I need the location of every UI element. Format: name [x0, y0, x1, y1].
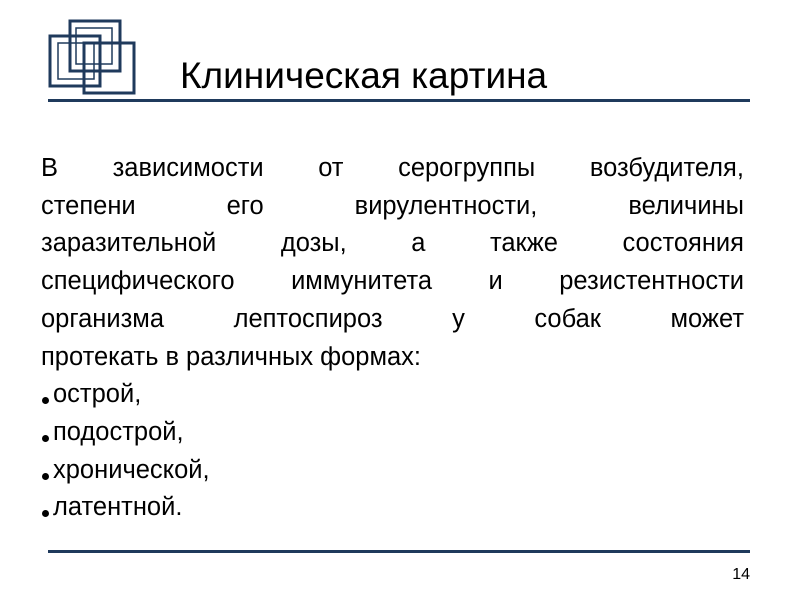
list-item — [41, 452, 744, 490]
slide-title: Клиническая картина — [180, 55, 548, 96]
paragraph-word: у — [452, 304, 465, 333]
paragraph-line — [41, 188, 744, 226]
paragraph-word: степени — [41, 191, 136, 220]
bullet-text: хронической, — [53, 455, 210, 484]
bullet-dot-icon — [42, 473, 49, 480]
paragraph-word: специфического — [41, 267, 235, 296]
paragraph-word: собак — [534, 304, 601, 333]
paragraph-line — [41, 150, 744, 188]
paragraph-word: а — [411, 229, 426, 258]
paragraph-word: зависимости — [112, 154, 264, 182]
paragraph-word: состояния — [622, 229, 744, 258]
slide-body — [41, 150, 744, 527]
paragraph-line — [41, 339, 744, 377]
bullet-text: острой, — [53, 380, 142, 409]
forms-bullet-list — [41, 376, 744, 527]
paragraph-word: иммунитета — [291, 267, 433, 296]
bullet-dot-icon — [42, 510, 49, 517]
bullet-text: подострой, — [53, 417, 184, 446]
paragraph-word: дозы, — [280, 229, 347, 258]
paragraph-word: организма — [41, 304, 165, 333]
nested-squares-logo-icon — [48, 19, 138, 95]
paragraph-word: резистентности — [559, 267, 744, 296]
bullet-dot-icon — [42, 435, 49, 442]
paragraph-word: от — [318, 154, 344, 182]
paragraph-word: величины — [628, 191, 744, 220]
list-item — [41, 376, 744, 414]
paragraph-word: заразительной — [41, 229, 217, 258]
paragraph-word: лептоспироз — [233, 304, 383, 333]
paragraph-word: возбудителя, — [589, 154, 744, 182]
paragraph-line — [41, 225, 744, 263]
paragraph-word: формах: — [320, 342, 422, 371]
paragraph-word: также — [489, 229, 558, 258]
paragraph-word: различных — [186, 342, 314, 371]
footer-divider — [48, 550, 750, 553]
paragraph-word: может — [670, 304, 744, 333]
bullet-dot-icon — [42, 397, 49, 404]
list-item — [41, 414, 744, 452]
paragraph-word: его — [226, 191, 264, 220]
paragraph-word: в — [165, 342, 180, 371]
body-paragraph — [41, 150, 744, 376]
paragraph-line — [41, 263, 744, 301]
paragraph-word: протекать — [41, 342, 159, 371]
title-divider — [48, 99, 750, 102]
paragraph-word: и — [488, 267, 503, 296]
paragraph-word: серогруппы — [398, 154, 536, 182]
bullet-text: латентной. — [53, 493, 183, 522]
page-number: 14 — [732, 566, 750, 583]
paragraph-word: В — [41, 154, 59, 182]
list-item — [41, 489, 744, 527]
paragraph-word: вирулентности, — [354, 191, 538, 220]
paragraph-line — [41, 301, 744, 339]
